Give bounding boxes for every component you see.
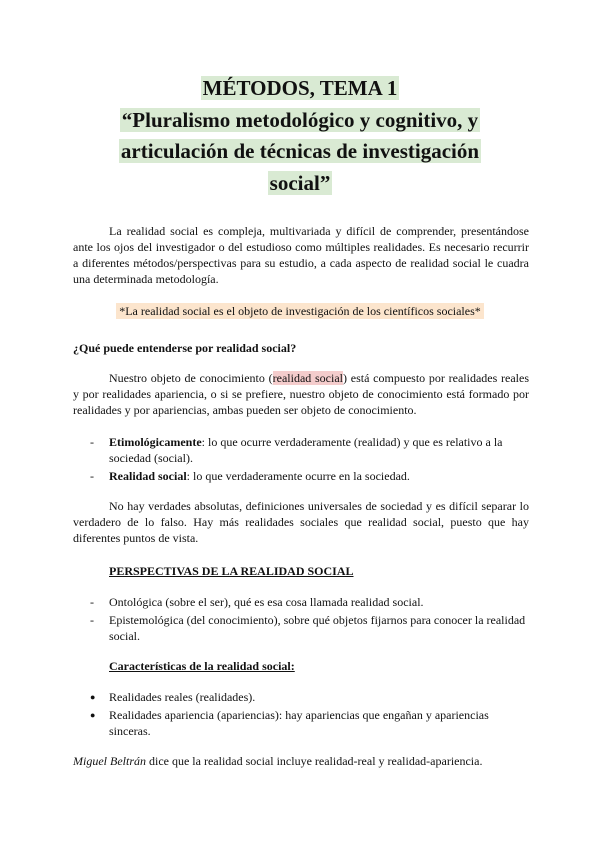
- item-text: Epistemológica (del conocimiento), sobre qué objetos fijarnos para conocer la realidad social.: [109, 613, 526, 643]
- term: Etimológicamente: [109, 435, 202, 449]
- bullet-icon: ●: [90, 710, 96, 720]
- title-text-4: social”: [269, 171, 331, 195]
- section-heading-caracteristicas: Características de la realidad social:: [109, 659, 295, 673]
- perspectives-list: [73, 594, 529, 646]
- object-text-after: ) está compuesto por realidades reales y por realidades apariencia, o si se prefiere, nuestro objeto de conocimiento está formado por realidades y por apariencias, ambas pueden ser objeto de conocimiento.: [73, 371, 530, 417]
- title-line-2: [0, 105, 600, 135]
- list-item: [73, 468, 529, 484]
- list-item: [73, 594, 529, 610]
- highlight-realidad-social: realidad social: [272, 371, 344, 385]
- title-text-2: “Pluralismo metodológico y cognitivo, y: [121, 108, 479, 132]
- item-text: Realidades reales (realidades).: [109, 690, 256, 704]
- question-heading: ¿Qué puede entenderse por realidad social?: [73, 341, 297, 355]
- section-heading-perspectivas: PERSPECTIVAS DE LA REALIDAD SOCIAL: [109, 564, 354, 578]
- dash-marker: -: [90, 435, 94, 449]
- dash-marker: -: [90, 613, 94, 627]
- list-item: [73, 612, 529, 644]
- highlighted-note: [0, 303, 600, 319]
- closing-paragraph: [73, 753, 529, 769]
- title-line-4: [0, 168, 600, 198]
- dash-marker: -: [90, 469, 94, 483]
- object-paragraph: [73, 370, 529, 418]
- intro-paragraph: La realidad social es compleja, multivariada y difícil de comprender, presentándose ante los ojos del investigador o del estudioso como múltiples realidades. Es necesario recurrir a diferentes métodos/perspectivas para su estudio, a cada aspecto de realidad social le cuadra una determinada metodología.: [73, 224, 529, 286]
- author-name: Miguel Beltrán: [73, 754, 146, 768]
- closing-text: dice que la realidad social incluye realidad-real y realidad-apariencia.: [145, 754, 483, 768]
- title-text-1: MÉTODOS, TEMA 1: [202, 76, 398, 100]
- item-text: Realidades apariencia (apariencias): hay apariencias que engañan y apariencias sinceras.: [109, 708, 489, 738]
- title-line-1: [0, 73, 600, 103]
- list-item: [73, 434, 529, 466]
- list-item: [73, 689, 529, 705]
- definitions-list: [73, 434, 529, 486]
- title-line-3: [0, 136, 600, 166]
- characteristics-list: [73, 689, 529, 741]
- dash-marker: -: [90, 595, 94, 609]
- term: Realidad social: [109, 469, 187, 483]
- truth-paragraph: No hay verdades absolutas, definiciones universales de sociedad y es difícil separar lo verdadero de lo falso. Hay más realidades sociales que realidad social, puesto que hay diferentes puntos de vista.: [73, 499, 529, 545]
- title-text-3: articulación de técnicas de investigación: [120, 139, 480, 163]
- item-text: Ontológica (sobre el ser), qué es esa cosa llamada realidad social.: [109, 595, 424, 609]
- note-text: *La realidad social es el objeto de investigación de los científicos sociales*: [116, 303, 484, 319]
- definition: : lo que ocurre verdaderamente (realidad) y que es relativo a la sociedad (social).: [109, 435, 503, 465]
- definition: : lo que verdaderamente ocurre en la sociedad.: [186, 469, 410, 483]
- list-item: [73, 707, 529, 739]
- bullet-icon: ●: [90, 692, 96, 702]
- object-text-before: Nuestro objeto de conocimiento (: [109, 371, 273, 385]
